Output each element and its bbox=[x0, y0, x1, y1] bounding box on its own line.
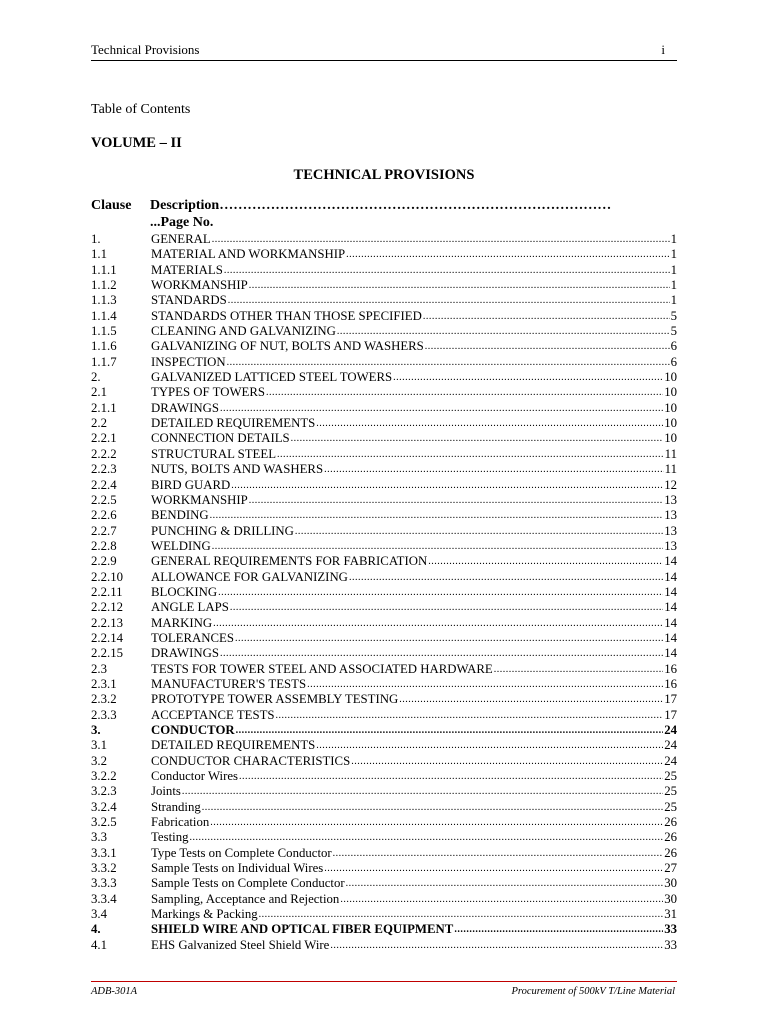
toc-entry-body bbox=[151, 784, 677, 799]
header-title: Technical Provisions bbox=[91, 42, 200, 57]
toc-entry[interactable] bbox=[91, 800, 677, 815]
toc-entry-number: 3.3.3 bbox=[91, 876, 117, 891]
toc-entry-body bbox=[151, 892, 677, 907]
dot-leader bbox=[227, 293, 670, 308]
toc-entry-number: 2.2.13 bbox=[91, 615, 123, 630]
toc-entry-number: 1.1.3 bbox=[91, 293, 117, 308]
toc-entry-title: MANUFACTURER'S TESTS bbox=[151, 676, 307, 691]
toc-entry-body bbox=[151, 570, 677, 585]
toc-entry-title: TYPES OF TOWERS bbox=[151, 385, 266, 400]
toc-entry-page: 14 bbox=[664, 584, 677, 599]
toc-entry[interactable] bbox=[91, 600, 677, 615]
toc-entry-page: 24 bbox=[664, 753, 677, 768]
toc-entry[interactable] bbox=[91, 508, 677, 523]
toc-entry-body bbox=[151, 662, 677, 677]
toc-entry-body bbox=[151, 232, 677, 247]
toc-entry-body bbox=[151, 616, 677, 631]
toc-entry-page: 26 bbox=[664, 845, 677, 860]
dot-leader bbox=[424, 339, 670, 354]
dot-leader bbox=[212, 616, 663, 631]
toc-entry-title: ACCEPTANCE TESTS bbox=[151, 707, 275, 722]
footer-doc-code: ADB-301A bbox=[91, 986, 138, 997]
toc-entry-page: 13 bbox=[664, 508, 677, 523]
toc-entry-body bbox=[151, 708, 677, 723]
toc-entry-title: BLOCKING bbox=[151, 584, 218, 599]
volume-heading: VOLUME – II bbox=[91, 135, 182, 151]
toc-entry-page: 6 bbox=[670, 354, 677, 369]
toc-entry-page: 27 bbox=[664, 861, 677, 876]
toc-entry[interactable] bbox=[91, 938, 677, 953]
toc-entry[interactable] bbox=[91, 570, 677, 585]
toc-entry-body bbox=[151, 355, 677, 370]
toc-entry-body bbox=[151, 769, 677, 784]
toc-entry-title: BIRD GUARD bbox=[151, 477, 231, 492]
toc-entry-number: 2.2.4 bbox=[91, 477, 117, 492]
dot-leader bbox=[265, 385, 663, 400]
toc-entry-page: 1 bbox=[670, 262, 677, 277]
footer-project-title: Procurement of 500kV T/Line Material bbox=[511, 986, 675, 997]
toc-entry-title: Fabrication bbox=[151, 815, 210, 830]
toc-entry-page: 33 bbox=[664, 937, 677, 952]
toc-entry-body bbox=[151, 692, 677, 707]
toc-entry-number: 2.2.6 bbox=[91, 508, 117, 523]
toc-entry-number: 2.2.9 bbox=[91, 554, 117, 569]
toc-entry[interactable] bbox=[91, 524, 677, 539]
toc-entry-body bbox=[151, 800, 677, 815]
toc-entry-title: WORKMANSHIP bbox=[151, 492, 248, 507]
toc-entry[interactable] bbox=[91, 478, 677, 493]
dot-leader bbox=[290, 431, 664, 446]
dot-leader bbox=[230, 478, 663, 493]
toc-entry-body bbox=[151, 416, 677, 431]
toc-entry-number: 1. bbox=[91, 232, 101, 246]
toc-entry[interactable] bbox=[91, 846, 677, 861]
dot-leader bbox=[276, 447, 664, 462]
toc-entry-body bbox=[151, 600, 677, 615]
toc-entry-title: GALVANIZED LATTICED STEEL TOWERS bbox=[151, 370, 393, 385]
toc-entry-body bbox=[151, 339, 677, 354]
dot-leader bbox=[329, 938, 663, 953]
toc-entry-number: 2.2.11 bbox=[91, 584, 123, 599]
toc-entry-title: WORKMANSHIP bbox=[151, 278, 248, 293]
toc-entry-body bbox=[151, 754, 677, 769]
toc-entry[interactable] bbox=[91, 738, 677, 753]
toc-entry-body bbox=[151, 401, 677, 416]
toc-entry[interactable] bbox=[91, 293, 677, 308]
dot-leader bbox=[219, 401, 663, 416]
toc-entry-page: 1 bbox=[670, 278, 677, 293]
toc-entry-title: CLEANING AND GALVANIZING bbox=[151, 324, 336, 339]
toc-entry-page: 10 bbox=[664, 385, 677, 400]
toc-entry-number: 4.1 bbox=[91, 937, 107, 952]
toc-entry[interactable] bbox=[91, 922, 677, 937]
toc-entry-body bbox=[151, 309, 677, 324]
toc-entry-body bbox=[151, 815, 677, 830]
toc-entry-title: ALLOWANCE FOR GALVANIZING bbox=[151, 569, 348, 584]
toc-entry-body bbox=[151, 922, 677, 937]
toc-entry-number: 3.2.3 bbox=[91, 784, 117, 799]
dot-leader bbox=[226, 355, 670, 370]
toc-entry[interactable] bbox=[91, 416, 677, 431]
toc-entry-number: 2. bbox=[91, 370, 101, 385]
toc-entry[interactable] bbox=[91, 708, 677, 723]
toc-entry-page: 26 bbox=[664, 815, 677, 830]
toc-entry-page: 25 bbox=[664, 784, 677, 799]
dot-leader bbox=[181, 784, 663, 799]
toc-entry-title: Conductor Wires bbox=[151, 769, 239, 784]
toc-entry-number: 2.3.2 bbox=[91, 692, 117, 707]
toc-entry-number: 2.2.10 bbox=[91, 569, 123, 584]
toc-entry-body bbox=[151, 861, 677, 876]
toc-entry-page: 24 bbox=[664, 723, 677, 737]
dot-leader bbox=[306, 677, 663, 692]
toc-label: Table of Contents bbox=[91, 102, 191, 117]
toc-entry[interactable] bbox=[91, 539, 677, 554]
dot-leader bbox=[248, 493, 664, 508]
toc-entry-title: CONDUCTOR CHARACTERISTICS bbox=[151, 753, 351, 768]
dot-leader bbox=[427, 554, 663, 569]
toc-entry[interactable] bbox=[91, 554, 677, 569]
dot-leader bbox=[323, 462, 664, 477]
toc-entry-title: Stranding bbox=[151, 799, 201, 814]
toc-entry[interactable] bbox=[91, 769, 677, 784]
dot-leader bbox=[336, 324, 670, 339]
clause-column-label: Clause bbox=[91, 198, 132, 213]
toc-entry-title: Type Tests on Complete Conductor bbox=[151, 845, 332, 860]
dot-leader bbox=[294, 524, 663, 539]
toc-entry-body bbox=[151, 723, 677, 738]
toc-entry-title: STANDARDS OTHER THAN THOSE SPECIFIED bbox=[151, 308, 422, 323]
toc-entry-page: 17 bbox=[664, 692, 677, 707]
toc-entry-page: 30 bbox=[664, 876, 677, 891]
dot-leader bbox=[211, 232, 670, 247]
page-title: TECHNICAL PROVISIONS bbox=[293, 167, 475, 183]
dot-leader bbox=[275, 708, 664, 723]
toc-entry-number: 1.1.2 bbox=[91, 278, 117, 293]
toc-entry-title: MATERIAL AND WORKMANSHIP bbox=[151, 247, 346, 262]
toc-entry-number: 3.3.1 bbox=[91, 845, 117, 860]
toc-entry-number: 3.3.4 bbox=[91, 891, 117, 906]
toc-entry-title: ANGLE LAPS bbox=[151, 600, 229, 615]
toc-entry[interactable] bbox=[91, 309, 677, 324]
running-footer bbox=[91, 981, 677, 998]
toc-entry[interactable] bbox=[91, 907, 677, 922]
toc-entry-body bbox=[151, 646, 677, 661]
toc-entry-number: 1.1.1 bbox=[91, 262, 117, 277]
toc-entry-title: Sample Tests on Complete Conductor bbox=[151, 876, 345, 891]
toc-entry-number: 3.2.2 bbox=[91, 769, 117, 784]
toc-entry-number: 2.2.7 bbox=[91, 523, 117, 538]
toc-entry-page: 13 bbox=[664, 523, 677, 538]
toc-entry[interactable] bbox=[91, 815, 677, 830]
toc-entry-page: 1 bbox=[670, 232, 677, 246]
toc-entry-number: 3.3 bbox=[91, 830, 107, 845]
dot-leader bbox=[339, 892, 663, 907]
toc-entry-number: 1.1.7 bbox=[91, 354, 117, 369]
toc-entry-number: 2.3.1 bbox=[91, 676, 117, 691]
toc-entry[interactable] bbox=[91, 462, 677, 477]
dot-leader bbox=[209, 815, 663, 830]
toc-entry[interactable] bbox=[91, 616, 677, 631]
toc-entry-body bbox=[151, 493, 677, 508]
toc-entry-page: 17 bbox=[664, 707, 677, 722]
toc-entry-title: Sample Tests on Individual Wires bbox=[151, 861, 324, 876]
toc-entry-body bbox=[151, 524, 677, 539]
toc-entry[interactable] bbox=[91, 355, 677, 370]
toc-entry-number: 2.2.1 bbox=[91, 431, 117, 446]
dot-leader bbox=[223, 263, 670, 278]
toc-entry-body bbox=[151, 478, 677, 493]
toc-entry-body bbox=[151, 554, 677, 569]
toc-entry-number: 1.1.6 bbox=[91, 339, 117, 354]
dot-leader bbox=[453, 922, 663, 937]
toc-entry-body bbox=[151, 539, 677, 554]
dot-leader bbox=[323, 861, 663, 876]
toc-entry-title: TOLERANCES bbox=[151, 630, 234, 645]
toc-entry[interactable] bbox=[91, 263, 677, 278]
toc-entry-title: MATERIALS bbox=[151, 262, 223, 277]
header-page-number: i bbox=[661, 42, 665, 57]
toc-entry[interactable] bbox=[91, 370, 677, 385]
toc-entry[interactable] bbox=[91, 385, 677, 400]
toc-entry[interactable] bbox=[91, 447, 677, 462]
dot-leader bbox=[315, 738, 663, 753]
toc-entry-number: 3.1 bbox=[91, 738, 107, 753]
toc-entry[interactable] bbox=[91, 339, 677, 354]
toc-entry-body bbox=[151, 278, 677, 293]
toc-entry-title: NUTS, BOLTS AND WASHERS bbox=[151, 462, 324, 477]
toc-entry-page: 16 bbox=[664, 676, 677, 691]
toc-entry-page: 13 bbox=[664, 492, 677, 507]
toc-entry-body bbox=[151, 293, 677, 308]
dot-leader bbox=[238, 769, 663, 784]
toc-entry-page: 14 bbox=[664, 569, 677, 584]
toc-entry-title: GALVANIZING OF NUT, BOLTS AND WASHERS bbox=[151, 339, 424, 354]
toc-entry-number: 4. bbox=[91, 922, 101, 937]
toc-entry-body bbox=[151, 385, 677, 400]
toc-entry-number: 1.1.5 bbox=[91, 324, 117, 339]
toc-entry-body bbox=[151, 431, 677, 446]
toc-list bbox=[91, 232, 677, 953]
dot-leader bbox=[229, 600, 663, 615]
toc-entry-title: Markings & Packing bbox=[151, 907, 258, 922]
toc-entry-number: 2.2.3 bbox=[91, 462, 117, 477]
toc-entry-body bbox=[151, 738, 677, 753]
toc-entry[interactable] bbox=[91, 401, 677, 416]
toc-entry-body bbox=[151, 938, 677, 953]
toc-entry-title: MARKING bbox=[151, 615, 213, 630]
toc-entry-page: 14 bbox=[664, 600, 677, 615]
description-column-label: Description………………………………………………………………………… bbox=[150, 198, 612, 213]
dot-leader bbox=[219, 646, 663, 661]
toc-entry[interactable] bbox=[91, 585, 677, 600]
toc-entry-number: 3.2.4 bbox=[91, 799, 117, 814]
toc-entry[interactable] bbox=[91, 830, 677, 845]
toc-entry-body bbox=[151, 370, 677, 385]
toc-entry-title: TESTS FOR TOWER STEEL AND ASSOCIATED HARDWARE bbox=[151, 661, 493, 676]
toc-entry-page: 14 bbox=[664, 630, 677, 645]
dot-leader bbox=[422, 309, 670, 324]
toc-entry-title: Sampling, Acceptance and Rejection bbox=[151, 891, 340, 906]
toc-entry-page: 1 bbox=[670, 293, 677, 308]
toc-entry[interactable] bbox=[91, 723, 677, 738]
toc-entry[interactable] bbox=[91, 232, 677, 247]
toc-entry-body bbox=[151, 447, 677, 462]
dot-leader bbox=[248, 278, 670, 293]
toc-entry-number: 3.3.2 bbox=[91, 861, 117, 876]
dot-leader bbox=[315, 416, 663, 431]
dot-leader bbox=[235, 723, 664, 738]
running-header bbox=[91, 42, 677, 61]
toc-entry-number: 1.1 bbox=[91, 247, 107, 262]
toc-entry-title: SHIELD WIRE AND OPTICAL FIBER EQUIPMENT bbox=[151, 922, 454, 937]
toc-entry-number: 2.2.5 bbox=[91, 492, 117, 507]
toc-entry[interactable] bbox=[91, 754, 677, 769]
toc-entry[interactable] bbox=[91, 692, 677, 707]
toc-entry-title: Testing bbox=[151, 830, 189, 845]
dot-leader bbox=[350, 754, 663, 769]
toc-entry-title: INSPECTION bbox=[151, 354, 226, 369]
toc-entry[interactable] bbox=[91, 247, 677, 262]
toc-entry-number: 3.4 bbox=[91, 907, 107, 922]
toc-entry-number: 2.2.2 bbox=[91, 446, 117, 461]
toc-entry-number: 2.2.14 bbox=[91, 630, 123, 645]
toc-entry-title: DETAILED REQUIREMENTS bbox=[151, 738, 316, 753]
toc-entry-number: 2.2.12 bbox=[91, 600, 123, 615]
toc-entry-title: STANDARDS bbox=[151, 293, 227, 308]
toc-entry-title: CONDUCTOR bbox=[151, 723, 235, 737]
toc-entry-number: 2.1.1 bbox=[91, 400, 117, 415]
toc-entry-page: 25 bbox=[664, 769, 677, 784]
toc-entry[interactable] bbox=[91, 876, 677, 891]
toc-entry-body bbox=[151, 876, 677, 891]
toc-entry-number: 2.2 bbox=[91, 416, 107, 431]
toc-entry[interactable] bbox=[91, 646, 677, 661]
dot-leader bbox=[332, 846, 664, 861]
toc-entry[interactable] bbox=[91, 431, 677, 446]
toc-entry[interactable] bbox=[91, 324, 677, 339]
dot-leader bbox=[209, 508, 664, 523]
dot-leader bbox=[345, 247, 669, 262]
toc-entry-body bbox=[151, 263, 677, 278]
dot-leader bbox=[234, 631, 663, 646]
toc-entry-page: 14 bbox=[664, 646, 677, 661]
toc-entry-body bbox=[151, 830, 677, 845]
toc-entry-page: 10 bbox=[664, 416, 677, 431]
toc-entry-body bbox=[151, 677, 677, 692]
toc-entry-title: DRAWINGS bbox=[151, 646, 219, 661]
toc-entry-page: 30 bbox=[664, 891, 677, 906]
toc-entry[interactable] bbox=[91, 861, 677, 876]
toc-entry-title: EHS Galvanized Steel Shield Wire bbox=[151, 937, 330, 952]
toc-entry-number: 2.3 bbox=[91, 661, 107, 676]
dot-leader bbox=[189, 830, 664, 845]
dot-leader bbox=[201, 800, 663, 815]
toc-entry-number: 3.2.5 bbox=[91, 815, 117, 830]
toc-entry-body bbox=[151, 462, 677, 477]
dot-leader bbox=[217, 585, 663, 600]
toc-entry-number: 2.1 bbox=[91, 385, 107, 400]
toc-entry-title: GENERAL bbox=[151, 232, 211, 246]
toc-entry-page: 12 bbox=[664, 477, 677, 492]
toc-entry-title: DRAWINGS bbox=[151, 400, 219, 415]
toc-entry[interactable] bbox=[91, 493, 677, 508]
dot-leader bbox=[348, 570, 663, 585]
toc-entry[interactable] bbox=[91, 662, 677, 677]
toc-entry-page: 5 bbox=[670, 324, 677, 339]
toc-entry-page: 11 bbox=[664, 446, 677, 461]
toc-entry-title: PUNCHING & DRILLING bbox=[151, 523, 294, 538]
toc-entry-page: 24 bbox=[664, 738, 677, 753]
toc-entry-body bbox=[151, 508, 677, 523]
toc-entry-page: 25 bbox=[664, 799, 677, 814]
toc-entry-body bbox=[151, 907, 677, 922]
toc-entry-page: 10 bbox=[664, 431, 677, 446]
toc-entry-body bbox=[151, 631, 677, 646]
toc-entry-title: GENERAL REQUIREMENTS FOR FABRICATION bbox=[151, 554, 428, 569]
toc-entry-number: 1.1.4 bbox=[91, 308, 117, 323]
toc-entry-title: CONNECTION DETAILS bbox=[151, 431, 290, 446]
toc-entry[interactable] bbox=[91, 677, 677, 692]
toc-entry-page: 13 bbox=[664, 538, 677, 553]
toc-entry-body bbox=[151, 846, 677, 861]
toc-entry-page: 5 bbox=[670, 308, 677, 323]
dot-leader bbox=[258, 907, 664, 922]
toc-entry[interactable] bbox=[91, 278, 677, 293]
toc-entry-page: 10 bbox=[664, 400, 677, 415]
toc-entry-title: WELDING bbox=[151, 538, 211, 553]
toc-entry-page: 16 bbox=[664, 661, 677, 676]
toc-entry-title: DETAILED REQUIREMENTS bbox=[151, 416, 316, 431]
toc-entry-page: 33 bbox=[664, 922, 677, 937]
page-column-label: ...Page No. bbox=[150, 215, 214, 230]
toc-entry-page: 10 bbox=[664, 370, 677, 385]
toc-entry-page: 11 bbox=[664, 462, 677, 477]
toc-entry-page: 6 bbox=[670, 339, 677, 354]
toc-entry-page: 1 bbox=[670, 247, 677, 262]
toc-entry-number: 3.2 bbox=[91, 753, 107, 768]
dot-leader bbox=[392, 370, 663, 385]
toc-entry-page: 14 bbox=[664, 554, 677, 569]
dot-leader bbox=[211, 539, 664, 554]
toc-entry-number: 2.2.8 bbox=[91, 538, 117, 553]
toc-entry[interactable] bbox=[91, 631, 677, 646]
toc-entry-body bbox=[151, 585, 677, 600]
toc-entry[interactable] bbox=[91, 784, 677, 799]
toc-entry-page: 14 bbox=[664, 615, 677, 630]
toc-entry-body bbox=[151, 247, 677, 262]
toc-entry-body bbox=[151, 324, 677, 339]
toc-entry-number: 2.2.15 bbox=[91, 646, 123, 661]
dot-leader bbox=[493, 662, 663, 677]
toc-entry-title: Joints bbox=[151, 784, 181, 799]
toc-entry-page: 31 bbox=[664, 907, 677, 922]
toc-entry-title: STRUCTURAL STEEL bbox=[151, 446, 277, 461]
dot-leader bbox=[398, 692, 663, 707]
toc-entry-number: 3. bbox=[91, 723, 101, 737]
toc-entry-title: BENDING bbox=[151, 508, 209, 523]
toc-entry-title: PROTOTYPE TOWER ASSEMBLY TESTING bbox=[151, 692, 399, 707]
toc-entry-number: 2.3.3 bbox=[91, 707, 117, 722]
toc-entry[interactable] bbox=[91, 892, 677, 907]
toc-entry-page: 26 bbox=[664, 830, 677, 845]
dot-leader bbox=[345, 876, 664, 891]
